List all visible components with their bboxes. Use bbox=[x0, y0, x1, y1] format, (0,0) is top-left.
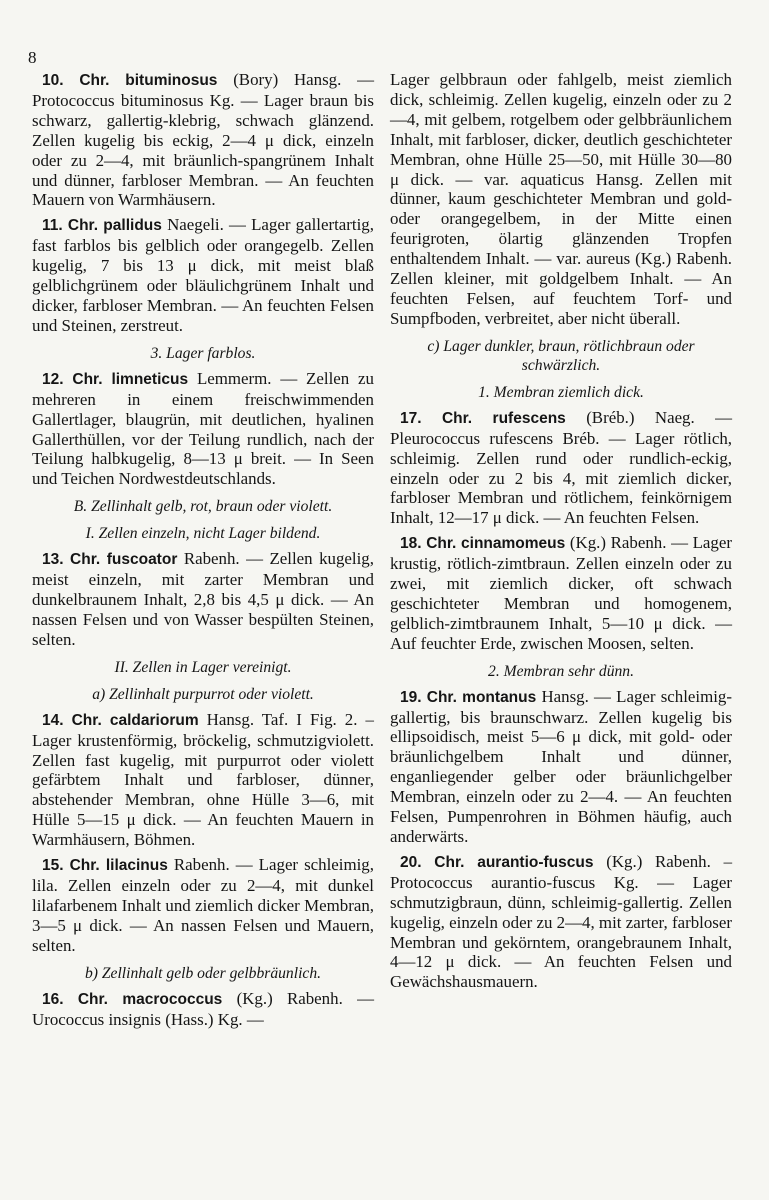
species-description: — Lager krustig, rötlich-zimtbraun. Zellen einzeln oder zu zwei, mit ziemlich dicker, oft schwach geschichteter Membran und homogenem, gelblich-zimtbraunem Inhalt, 5—10 μ dick. — Auf feuchter Erde, zwischen Moosen, selten. bbox=[390, 533, 732, 653]
left-column bbox=[32, 70, 374, 1034]
species-entry bbox=[390, 852, 732, 992]
species-name: Chr. fuscoator bbox=[70, 551, 178, 569]
species-author: (Bréb.) Naeg. bbox=[586, 407, 695, 427]
species-author: (Kg.) Rabenh. bbox=[569, 533, 667, 553]
species-entry bbox=[32, 215, 374, 335]
species-name: Chr. montanus bbox=[426, 688, 537, 706]
species-entry bbox=[32, 549, 374, 650]
section-heading: 1. Membran ziemlich dick. bbox=[478, 383, 644, 401]
section-heading: II. Zellen in Lager vereinigt. bbox=[114, 658, 292, 676]
species-author: Lemmerm. bbox=[196, 368, 272, 388]
species-number: 12. bbox=[42, 370, 64, 388]
species-description: — Lager schleimig-gallertig, bis braunschwarz. Zellen kugelig bis ellipsoidisch, meist 5—6 μ dick, mit gold- oder bräunlichgelbem Inhalt und dünner, enganliegender gelber oder bräunlichgelber Membran, einzeln oder zu 2—4. — An feuchten Felsen, Pumpenrohren in Böhmen häufig, auch anderwärts. bbox=[390, 686, 732, 846]
section-heading: c) Lager dunkler, braun, rötlichbraun oder schwärzlich. bbox=[427, 337, 695, 374]
species-number: 19. bbox=[400, 688, 422, 706]
species-number: 10. bbox=[42, 72, 64, 89]
species-entry bbox=[32, 369, 374, 489]
species-author: Rabenh. bbox=[183, 549, 240, 569]
section-heading: b) Zellinhalt gelb oder gelbbräunlich. bbox=[84, 964, 322, 982]
species-author: Naegeli. bbox=[167, 215, 224, 235]
species-description: — Urococcus insignis (Hass.) Kg. — bbox=[32, 988, 374, 1029]
species-author: (Kg.) Rabenh. bbox=[236, 988, 343, 1008]
species-description: – Protococcus aurantio-fuscus Kg. — Lager schmutzigbraun, dünn, schleimig-gallertig. Zellen kugelig, einzeln oder zu 2—4, mit zarter, farbloser Membran und gekörntem, orangebraunem Inhalt, 4—12 μ dick. — An feuchten Felsen und Gewächshausmauern. bbox=[390, 851, 733, 992]
species-number: 16. bbox=[42, 990, 64, 1008]
species-name: Chr. rufescens bbox=[441, 409, 566, 427]
species-name: Chr. pallidus bbox=[67, 217, 162, 235]
species-author: (Kg.) Rabenh. bbox=[606, 851, 711, 871]
section-heading: B. Zellinhalt gelb, rot, braun oder violett. bbox=[73, 498, 333, 516]
species-description: — Lager schleimig, lila. Zellen einzeln oder zu 2—4, mit dunkel lilafarbenem Inhalt und ziemlich dicker Membran, 3—5 μ dick. — An nassen Felsen und Mauern, selten. bbox=[32, 855, 374, 955]
section-heading: a) Zellinhalt purpurrot oder violett. bbox=[92, 685, 314, 703]
species-description: — Zellen zu mehreren in einem freischwimmenden Gallertlager, blaugrün, mit deutlichen, hyalinen Gallerthüllen, vor der Teilung rundlich, nach der Teilung halbkugelig, 8—13 μ breit. — In Seen und Teichen Nordwestdeutschlands. bbox=[32, 368, 374, 489]
species-name: Chr. bituminosus bbox=[79, 72, 218, 89]
page-number: 8 bbox=[28, 48, 37, 67]
species-author: Hansg. bbox=[541, 686, 589, 706]
species-number: 17. bbox=[400, 409, 422, 427]
species-name: Chr. lilacinus bbox=[69, 857, 168, 875]
species-name: Chr. macrococcus bbox=[77, 990, 223, 1008]
section-heading: 2. Membran sehr dünn. bbox=[488, 662, 634, 680]
species-entry bbox=[390, 687, 732, 847]
species-number: 20. bbox=[400, 853, 422, 871]
species-description: – Lager krustenförmig, bröckelig, schmutzigviolett. Zellen fast kugelig, mit purpurrot oder violett gefärbtem Inhalt und farbloser, dünner, abstehender Membran, ohne Hülle 3—6, mit Hülle 5—15 μ dick. — An feuchten Mauern in Warmhäusern, Böhmen. bbox=[32, 709, 374, 850]
species-description: — Protococcus bituminosus Kg. — Lager braun bis schwarz, gallertig-klebrig, schwach glänzend. Zellen kugelig bis eckig, 2—4 μ dick, einzeln oder zu 2—4, mit bräunlich-spangrünem Inhalt und dünner, farbloser Membran. — An feuchten Mauern von Warmhäusern. bbox=[32, 70, 374, 210]
species-number: 11. bbox=[42, 217, 63, 235]
species-author: Hansg. Taf. I Fig. 2. bbox=[206, 709, 358, 729]
species-entry bbox=[32, 710, 374, 850]
species-description: — Lager gallertartig, fast farblos bis gelblich oder orangegelb. Zellen kugelig, 7 bis 13 μ dick, mit meist blaß gelblichgrünem oder bläulichgrünem Inhalt und dicker, farbloser Membran. — An feuchten Felsen und Steinen, zerstreut. bbox=[32, 215, 374, 335]
species-entry bbox=[390, 408, 732, 528]
species-description: — Zellen kugelig, meist einzeln, mit zarter Membran und dunkelbraunem Inhalt, 2,8 bis 4,5 μ dick. — An nassen Felsen und von Wasser bespülten Steinen, selten. bbox=[32, 549, 374, 649]
species-description: — Pleurococcus rufescens Bréb. — Lager rötlich, schleimig. Zellen rund oder rundlich-eckig, einzeln oder zu 2 bis 4, mit ziemlich dicker, farbloser Membran und rötlichem, feinkörnigem Inhalt, 12—17 μ dick. — An feuchten Felsen. bbox=[390, 407, 733, 528]
entry-continuation: Lager gelbbraun oder fahlgelb, meist ziemlich dick, schleimig. Zellen kugelig, einzeln oder zu 2—4, mit gelbem, rotgelbem oder gelbbräunlichem Inhalt, mit farbloser, dicker, deutlich geschichteter Membran, ohne Hülle 25—50, mit Hülle 30—80 μ dick. — var. aquaticus Hansg. Zellen mit dünner, kaum geschichteter Membran und gold- oder orangegelbem, in der Mitte einen feurigroten, ölartig glänzenden Tropfen enthaltendem Inhalt. — var. aureus (Kg.) Rabenh. Zellen kleiner, mit goldgelbem Inhalt. — An feuchten Felsen, auf feuchtem Torf- und Sumpfboden, verbreitet, aber nicht überall. bbox=[390, 70, 732, 328]
species-author: (Bory) Hansg. bbox=[233, 70, 342, 89]
species-number: 15. bbox=[42, 857, 64, 875]
species-entry bbox=[390, 533, 732, 653]
species-number: 18. bbox=[400, 535, 422, 553]
species-name: Chr. limneticus bbox=[72, 370, 189, 388]
species-entry bbox=[32, 989, 374, 1030]
species-entry bbox=[32, 70, 374, 210]
species-name: Chr. aurantio-fuscus bbox=[434, 853, 594, 871]
species-name: Chr. caldariorum bbox=[71, 711, 199, 729]
right-column bbox=[390, 70, 732, 997]
section-heading: I. Zellen einzeln, nicht Lager bildend. bbox=[85, 525, 321, 543]
species-number: 13. bbox=[42, 551, 64, 569]
species-name: Chr. cinnamomeus bbox=[426, 535, 566, 553]
species-number: 14. bbox=[42, 711, 64, 729]
species-entry bbox=[32, 855, 374, 956]
section-heading: 3. Lager farblos. bbox=[150, 344, 256, 362]
species-author: Rabenh. bbox=[173, 855, 230, 875]
